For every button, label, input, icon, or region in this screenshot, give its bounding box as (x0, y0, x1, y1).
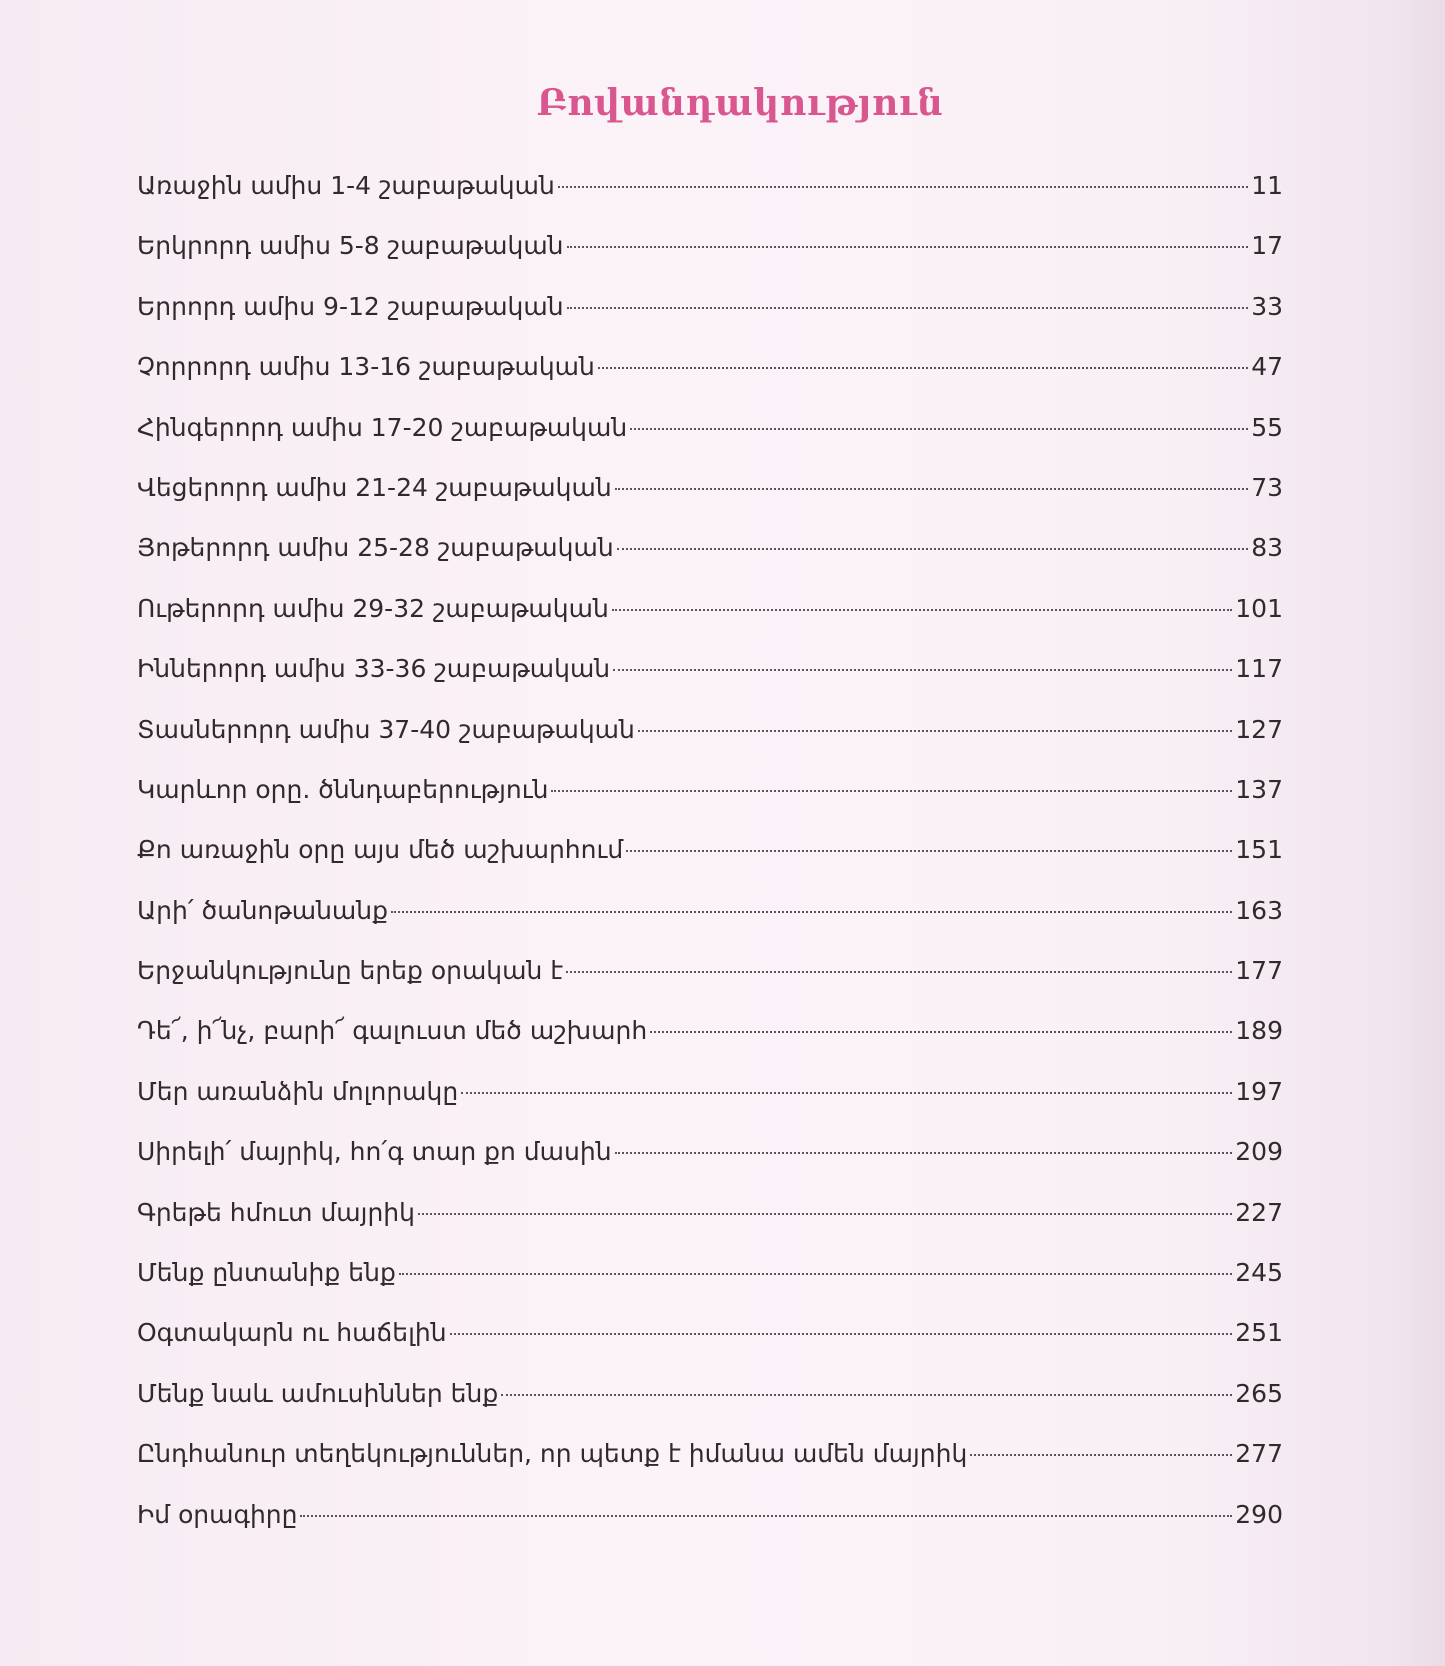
dot-leader (566, 971, 1232, 973)
toc-entry-title: Սիրելի՛ մայրիկ, հո՛գ տար քո մասին (137, 1137, 612, 1167)
dot-leader (461, 1092, 1232, 1094)
dot-leader (970, 1454, 1232, 1456)
toc-entry (137, 1318, 1283, 1378)
toc-entry (137, 654, 1283, 714)
toc-entry-page: 265 (1235, 1378, 1283, 1408)
dot-leader (551, 790, 1232, 792)
toc-entry (137, 352, 1283, 412)
toc-entry-page: 17 (1251, 231, 1283, 261)
table-of-contents (137, 171, 1283, 1560)
toc-entry-page: 151 (1235, 835, 1283, 865)
toc-entry (137, 413, 1283, 473)
toc-entry (137, 715, 1283, 775)
toc-entry (137, 292, 1283, 352)
toc-entry (137, 775, 1283, 835)
toc-entry (137, 1198, 1283, 1258)
toc-entry (137, 1137, 1283, 1197)
toc-entry-title: Արի՛ ծանոթանանք (137, 895, 389, 925)
dot-leader (612, 609, 1232, 611)
toc-entry (137, 1379, 1283, 1439)
toc-entry-title: Օգտակարն ու հաճելին (137, 1318, 447, 1348)
toc-entry-title: Ընդհանուր տեղեկություններ, որ պետք է իմանա ամեն մայրիկ (137, 1439, 968, 1469)
dot-leader (650, 1031, 1232, 1033)
dot-leader (450, 1333, 1233, 1335)
toc-entry-page: 11 (1251, 171, 1283, 200)
toc-entry-page: 290 (1235, 1499, 1283, 1529)
toc-entry-title: Ութերորդ ամիս 29-32 շաբաթական (137, 593, 609, 623)
toc-entry (137, 533, 1283, 593)
toc-entry-page: 251 (1235, 1318, 1283, 1348)
dot-leader (501, 1394, 1232, 1396)
toc-entry-page: 197 (1235, 1076, 1283, 1106)
dot-leader (567, 246, 1249, 248)
toc-entry-title: Հինգերորդ ամիս 17-20 շաբաթական (137, 412, 628, 442)
toc-entry-title: Տասներորդ ամիս 37-40 շաբաթական (137, 714, 635, 744)
toc-entry (137, 594, 1283, 654)
toc-entry-title: Կարևոր օրը. ծննդաբերություն (137, 774, 549, 804)
dot-leader (418, 1213, 1232, 1215)
toc-entry (137, 1439, 1283, 1499)
toc-entry-title: Դե՜, ի՜նչ, բարի՜ գալուստ մեծ աշխարհ (137, 1016, 648, 1046)
toc-entry-title: Քո առաջին օրը այս մեծ աշխարհում (137, 835, 624, 865)
dot-leader (615, 1152, 1233, 1154)
toc-entry-title: Իմ օրագիրը (137, 1499, 298, 1529)
toc-entry-page: 209 (1235, 1137, 1283, 1167)
toc-entry (137, 473, 1283, 533)
toc-entry-title: Մեր առանձին մոլորակը (137, 1076, 459, 1106)
toc-entry-page: 177 (1235, 956, 1283, 986)
dot-leader (613, 669, 1232, 671)
toc-entry (137, 896, 1283, 956)
toc-entry (137, 956, 1283, 1016)
dot-leader (638, 730, 1232, 732)
toc-entry-page: 55 (1251, 412, 1283, 442)
toc-entry-title: Մենք ընտանիք ենք (137, 1258, 396, 1288)
toc-entry (137, 171, 1283, 231)
dot-leader (300, 1515, 1232, 1517)
toc-entry (137, 835, 1283, 895)
toc-entry-title: Երրորդ ամիս 9-12 շաբաթական (137, 291, 564, 321)
toc-entry (137, 231, 1283, 291)
dot-leader (598, 367, 1248, 369)
toc-entry-title: Երկրորդ ամիս 5-8 շաբաթական (137, 231, 564, 261)
dot-leader (567, 307, 1249, 309)
toc-entry-title: Գրեթե հմուտ մայրիկ (137, 1197, 415, 1227)
toc-entry (137, 1500, 1283, 1560)
dot-leader (391, 911, 1232, 913)
toc-entry (137, 1077, 1283, 1137)
toc-entry-title: Իններորդ ամիս 33-36 շաբաթական (137, 654, 611, 684)
dot-leader (626, 850, 1232, 852)
toc-entry-page: 33 (1251, 291, 1283, 321)
toc-entry-page: 73 (1251, 472, 1283, 502)
toc-entry-page: 117 (1235, 654, 1283, 684)
dot-leader (615, 488, 1248, 490)
toc-entry-page: 83 (1251, 533, 1283, 563)
toc-entry-page: 101 (1235, 593, 1283, 623)
toc-entry-page: 163 (1235, 895, 1283, 925)
toc-entry-title: Չորրորդ ամիս 13-16 շաբաթական (137, 352, 595, 382)
toc-entry-title: Երջանկությունը երեք օրական է (137, 956, 564, 986)
page-title: Բովանդակություն (536, 82, 944, 124)
toc-entry-page: 245 (1235, 1258, 1283, 1288)
dot-leader (399, 1273, 1232, 1275)
toc-entry-title: Վեցերորդ ամիս 21-24 շաբաթական (137, 472, 612, 502)
dot-leader (558, 186, 1248, 188)
toc-entry-page: 137 (1235, 774, 1283, 804)
toc-entry-title: Յոթերորդ ամիս 25-28 շաբաթական (137, 533, 614, 563)
toc-entry-page: 277 (1235, 1439, 1283, 1469)
toc-entry (137, 1258, 1283, 1318)
toc-entry-page: 127 (1235, 714, 1283, 744)
toc-entry-title: Մենք նաև ամուսիններ ենք (137, 1378, 499, 1408)
toc-entry-title: Առաջին ամիս 1-4 շաբաթական (137, 171, 555, 200)
toc-entry-page: 227 (1235, 1197, 1283, 1227)
dot-leader (617, 548, 1249, 550)
dot-leader (630, 428, 1248, 430)
toc-entry-page: 47 (1251, 352, 1283, 382)
toc-entry (137, 1016, 1283, 1076)
toc-entry-page: 189 (1235, 1016, 1283, 1046)
